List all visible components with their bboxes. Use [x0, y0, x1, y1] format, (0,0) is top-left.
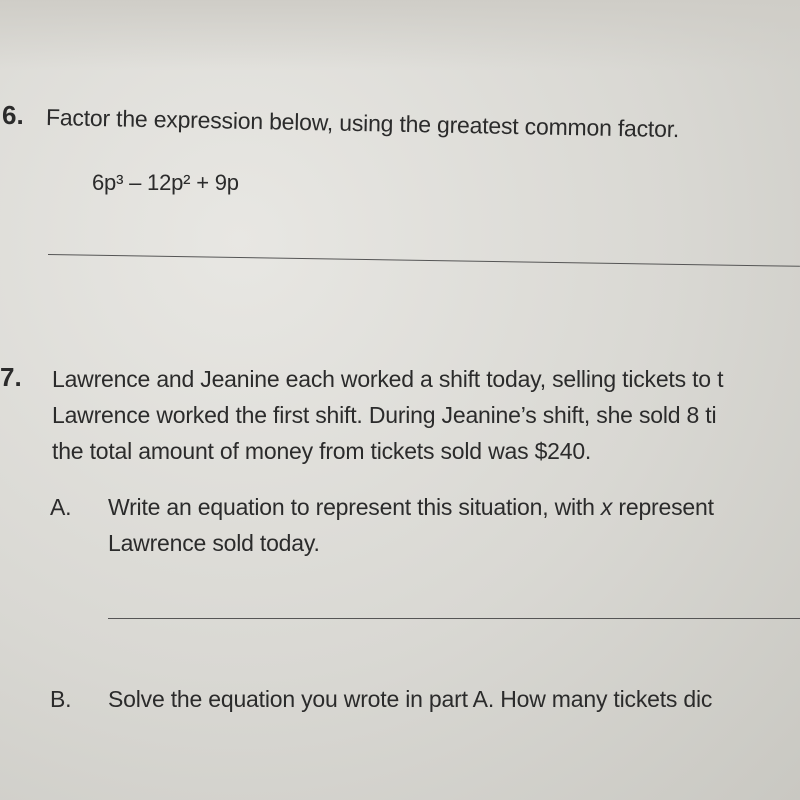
part-a-letter: A. — [50, 494, 72, 520]
part-a-text: Write an equation to represent this situation, with — [108, 494, 601, 520]
part-a-line-1 — [108, 494, 714, 521]
question-text-line-2: Lawrence worked the first shift. During Jeanine’s shift, she sold 8 ti — [52, 402, 717, 428]
question-number: 6. — [2, 100, 24, 130]
question-text-line-1: Lawrence and Jeanine each worked a shift today, selling tickets to t — [52, 366, 724, 392]
answer-line-a[interactable] — [108, 618, 800, 619]
page-shadow — [0, 0, 800, 70]
answer-line[interactable] — [48, 254, 800, 267]
math-expression: 6p³ – 12p² + 9p — [92, 170, 239, 195]
question-number: 7. — [0, 362, 22, 392]
part-a-line-2: Lawrence sold today. — [108, 530, 320, 556]
variable-x: x — [600, 494, 613, 520]
part-b-letter: B. — [50, 686, 72, 712]
question-prompt: Factor the expression below, using the greatest common factor. — [45, 104, 680, 143]
bleed-through — [500, 178, 504, 195]
question-text-line-3: the total amount of money from tickets sold was $240. — [52, 438, 592, 464]
part-a-text-end: represent — [612, 494, 714, 520]
part-b-text: Solve the equation you wrote in part A. How many tickets dic — [108, 686, 713, 712]
